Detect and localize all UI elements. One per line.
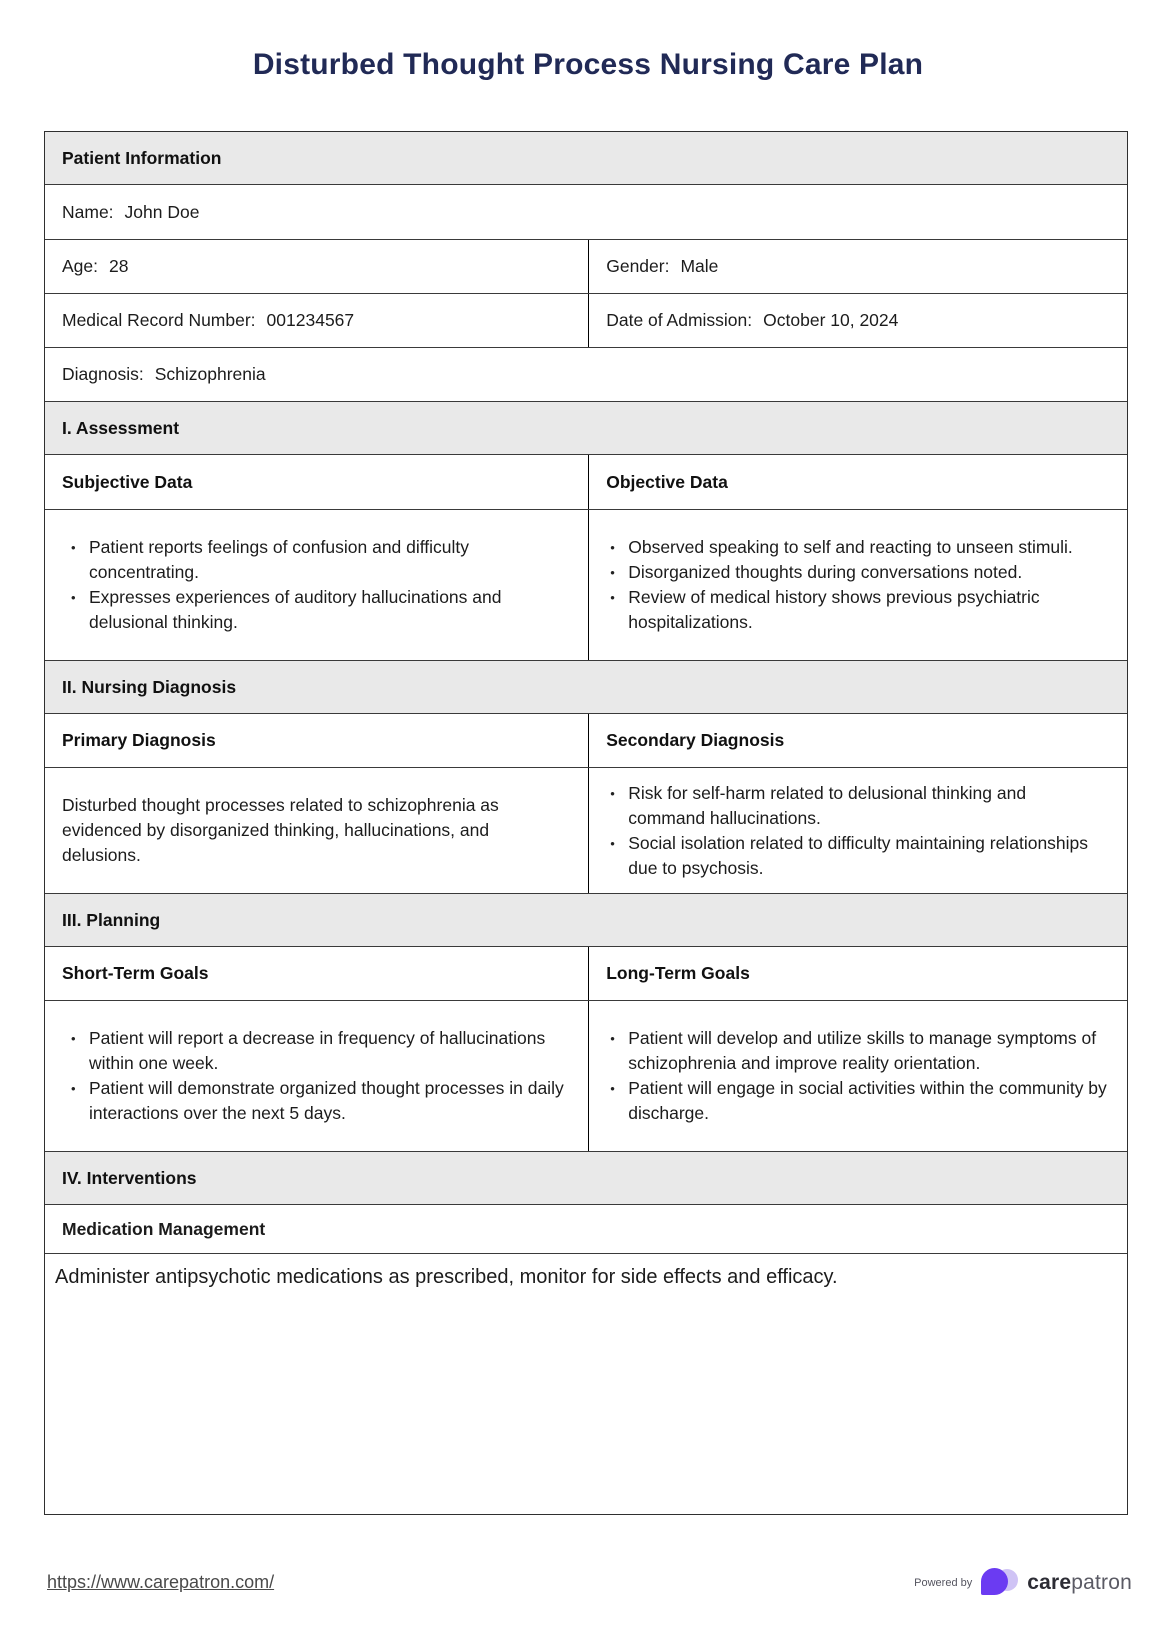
carepatron-url-link[interactable]: https://www.carepatron.com/: [47, 1572, 275, 1592]
planning-section-header: [45, 894, 1127, 947]
long-term-goals-list: [606, 1026, 1107, 1126]
primary-diagnosis-cell: [45, 768, 589, 893]
section-title: Patient Information: [62, 147, 222, 168]
short-term-goals-header: Short-Term Goals: [45, 947, 589, 1000]
mrn-admission-row: [45, 294, 1127, 348]
planning-column-headers: [45, 947, 1127, 1001]
name-value: John Doe: [124, 201, 200, 222]
gender-label: Gender:: [606, 256, 670, 276]
name-label: Name:: [62, 201, 114, 222]
list-item: • Review of medical history shows previous psychiatric hospitalizations.: [606, 585, 1107, 635]
long-term-goals-header: Long-Term Goals: [606, 963, 750, 983]
diagnosis-value: Schizophrenia: [154, 364, 266, 384]
list-item: • Patient reports feelings of confusion and difficulty concentrating.: [62, 535, 568, 585]
admission-cell: [589, 294, 1127, 347]
age-label: Age:: [62, 256, 98, 276]
admission-value: October 10, 2024: [763, 310, 899, 330]
section-title: I. Assessment: [62, 417, 180, 438]
list-item: • Patient will develop and utilize skills to manage symptoms of schizophrenia and improve reality orientation.: [606, 1026, 1107, 1076]
carepatron-logo-icon: [981, 1567, 1018, 1598]
carepatron-wordmark: carepatron: [1027, 1570, 1132, 1594]
age-value: 28: [109, 256, 129, 276]
diagnosis-row: [45, 348, 1127, 402]
list-item: • Observed speaking to self and reacting to unseen stimuli.: [606, 535, 1107, 560]
subjective-data-list: [62, 535, 568, 635]
objective-data-list: [606, 535, 1107, 635]
interventions-section-header: [45, 1152, 1127, 1205]
list-item: • Disorganized thoughts during conversations noted.: [606, 560, 1107, 585]
subjective-data-cell: [45, 510, 589, 660]
powered-by-group: [914, 1567, 1132, 1598]
patient-info-section-header: [45, 132, 1127, 185]
diagnosis-content-row: [45, 768, 1127, 894]
page-footer: [47, 1567, 1132, 1598]
mrn-cell: [45, 294, 589, 347]
section-title: IV. Interventions: [62, 1167, 197, 1188]
objective-data-cell: [589, 510, 1127, 660]
medication-management-text-area: [45, 1254, 1127, 1514]
powered-by-label: Powered by: [914, 1576, 973, 1589]
list-item: • Expresses experiences of auditory hallucinations and delusional thinking.: [62, 585, 568, 635]
secondary-diagnosis-header: Secondary Diagnosis: [606, 730, 785, 750]
secondary-diagnosis-cell: [589, 768, 1127, 893]
medication-management-text: Administer antipsychotic medications as prescribed, monitor for side effects and efficacy.: [55, 1266, 838, 1288]
subjective-data-header: Subjective Data: [45, 455, 589, 509]
section-title: II. Nursing Diagnosis: [62, 676, 237, 697]
name-row: [45, 185, 1127, 240]
list-item: • Patient will engage in social activities within the community by discharge.: [606, 1076, 1107, 1126]
long-term-goals-cell: [589, 1001, 1127, 1151]
section-title: III. Planning: [62, 909, 161, 930]
list-item: • Social isolation related to difficulty maintaining relationships due to psychosis.: [606, 831, 1107, 881]
short-term-goals-cell: [45, 1001, 589, 1151]
assessment-column-headers: [45, 455, 1127, 510]
nursing-diagnosis-section-header: [45, 661, 1127, 714]
list-item: • Patient will report a decrease in frequency of hallucinations within one week.: [62, 1026, 568, 1076]
page-title: Disturbed Thought Process Nursing Care Plan: [252, 48, 924, 81]
secondary-diagnosis-list: [606, 781, 1107, 881]
assessment-content-row: [45, 510, 1127, 661]
short-term-goals-list: [62, 1026, 568, 1126]
list-item: • Risk for self-harm related to delusional thinking and command hallucinations.: [606, 781, 1107, 831]
assessment-section-header: [45, 402, 1127, 455]
planning-content-row: [45, 1001, 1127, 1152]
diagnosis-column-headers: [45, 714, 1127, 768]
care-plan-table: [44, 131, 1128, 1515]
list-item: • Patient will demonstrate organized thought processes in daily interactions over the next 5 days.: [62, 1076, 568, 1126]
mrn-value: 001234567: [266, 310, 355, 330]
medication-management-header-row: Medication Management: [45, 1205, 1127, 1254]
age-gender-row: [45, 240, 1127, 294]
admission-label: Date of Admission:: [606, 310, 753, 330]
objective-data-header: Objective Data: [606, 471, 728, 492]
age-cell: [45, 240, 589, 293]
mrn-label: Medical Record Number:: [62, 310, 256, 330]
diagnosis-label: Diagnosis:: [62, 364, 144, 384]
primary-diagnosis-header: Primary Diagnosis: [45, 714, 589, 767]
primary-diagnosis-text: Disturbed thought processes related to schizophrenia as evidenced by disorganized thinking, hallucinations, and delusions.: [62, 795, 499, 865]
gender-value: Male: [680, 256, 719, 276]
gender-cell: [589, 240, 1127, 293]
